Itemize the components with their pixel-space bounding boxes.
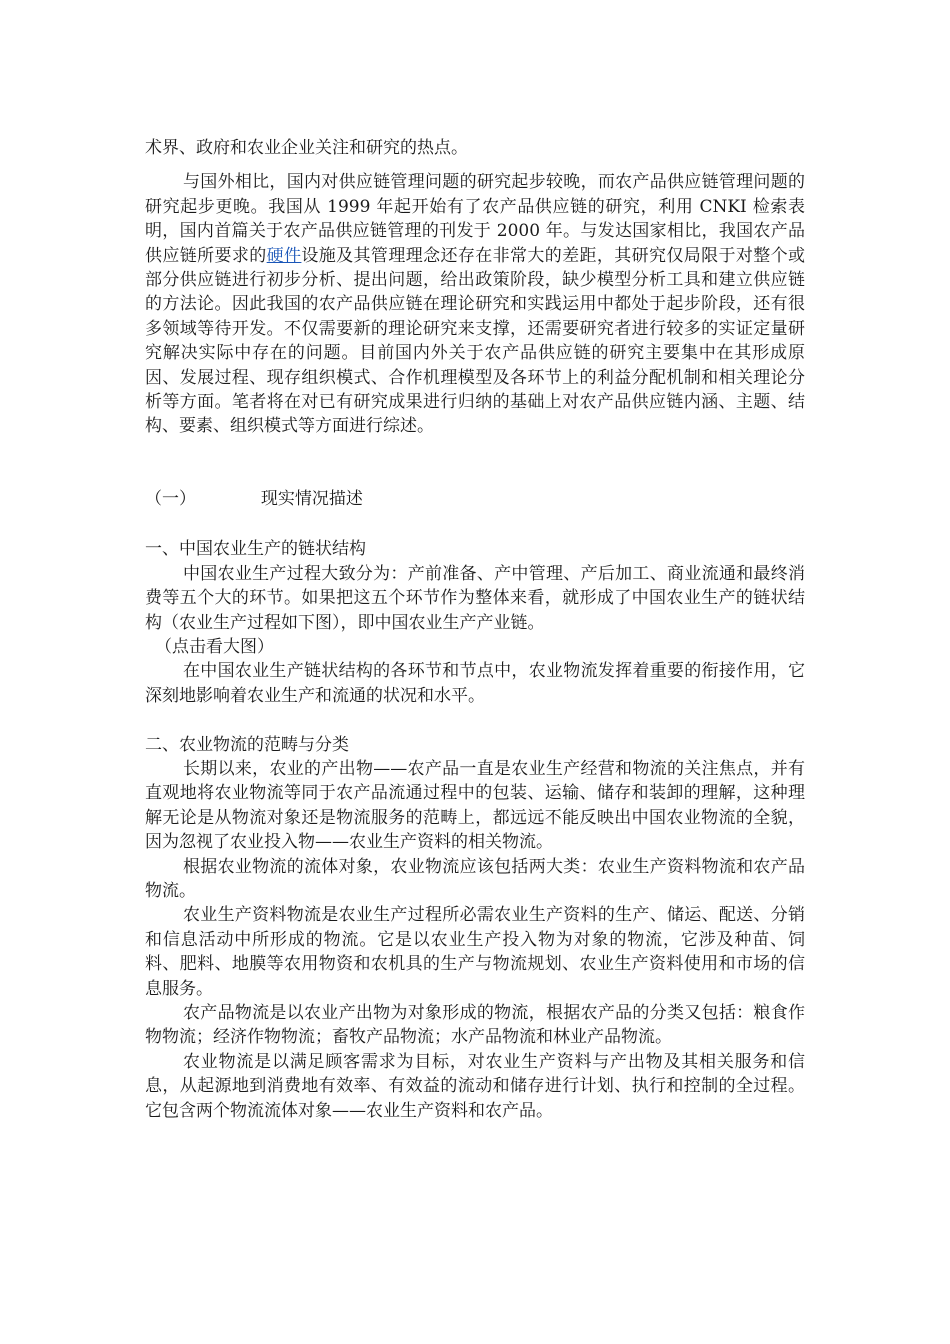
domestic-para-text-post: 设施及其管理理念还存在非常大的差距，其研究仅局限于对整个或部分供应链进行初步分析、提出问题，给出政策阶段，缺少模型分析工具和建立供应链的方法论。因此我国的农产品供应链在理论研究和实践运用中都处于起步阶段，还有很多领域等待开发。不仅需要新的理论研究来支撑，还需要研究者进行较多的实证定量研究解决实际中存在的问题。目前国内外关于农产品供应链的研究主要集中在其形成原因、发展过程、现存组织模式、合作机理模型及各环节上的利益分配机制和相关理论分析等方面。笔者将在对已有研究成果进行归纳的基础上对农产品供应链内涵、主题、结构、要素、组织模式等方面进行综述。 <box>145 245 806 437</box>
section-number: （一） <box>145 488 196 509</box>
document-page <box>145 136 805 1123</box>
hardware-link[interactable]: 硬件 <box>266 245 302 266</box>
logistics-paragraph-4: 农产品物流是以农业产出物为对象形成的物流，根据农产品的分类又包括：粮食作物物流；经济作物物流；畜牧产品物流；水产品物流和林业产品物流。 <box>145 1002 805 1048</box>
view-large-image-link[interactable]: （点击看大图） <box>155 636 274 657</box>
chain-structure-paragraph-2: 在中国农业生产链状结构的各环节和节点中，农业物流发挥着重要的衔接作用，它深刻地影响着农业生产和流通的状况和水平。 <box>145 661 805 706</box>
spacer <box>145 708 805 732</box>
heading-logistics-scope: 二、农业物流的范畴与分类 <box>145 734 349 755</box>
logistics-paragraph-3: 农业生产资料物流是农业生产过程所必需农业生产资料的生产、储运、配送、分销和信息活动中所形成的物流。它是以农业生产投入物为对象的物流，它涉及种苗、饲料、肥料、地膜等农用物资和农机具的生产与物流规划、农业生产资料使用和市场的信息服务。 <box>145 905 805 999</box>
logistics-paragraph-5: 农业物流是以满足顾客需求为目标，对农业生产资料与产出物及其相关服务和信息，从起源地到消费地有效率、有效益的流动和储存进行计划、执行和控制的全过程。它包含两个物流流体对象——农业生产资料和农产品。 <box>145 1051 805 1121</box>
section-title <box>145 487 805 511</box>
intro-tail-text: 术界、政府和农业企业关注和研究的热点。 <box>145 138 468 158</box>
domestic-para-text-pre: 与国外相比，国内对供应链管理问题的研究起步较晚，而农产品供应链管理问题的研究起步更晚。我国从 1999 年起开始有了农产品供应链的研究，利用 CNKI 检索表明，国内首篇关于农产品供应链管理的刊发于 2000 年。与发达国家相比，我国农产品供应链所要求的 <box>145 172 805 266</box>
section-title-text: 现实情况描述 <box>260 488 363 509</box>
logistics-paragraph-1: 长期以来，农业的产出物——农产品一直是农业生产经营和物流的关注焦点，并有直观地将农业物流等同于农产品流通过程中的包装、运输、储存和装卸的理解，这种理解无论是从物流对象还是物流服务的范畴上，都远远不能反映出中国农业物流的全貌，因为忽视了农业投入物——农业生产资料的相关物流。 <box>145 758 805 853</box>
domestic-research-paragraph <box>145 170 805 438</box>
chain-structure-paragraph-1: 中国农业生产过程大致分为：产前准备、产中管理、产后加工、商业流通和最终消费等五个大的环节。如果把这五个环节作为整体来看，就形成了中国农业生产的链状结构（农业生产过程如下图），即中国农业生产产业链。 <box>145 563 805 633</box>
heading-chain-structure: 一、中国农业生产的链状结构 <box>145 539 366 560</box>
logistics-paragraph-2: 根据农业物流的流体对象，农业物流应该包括两大类：农业生产资料物流和农产品物流。 <box>145 856 805 901</box>
